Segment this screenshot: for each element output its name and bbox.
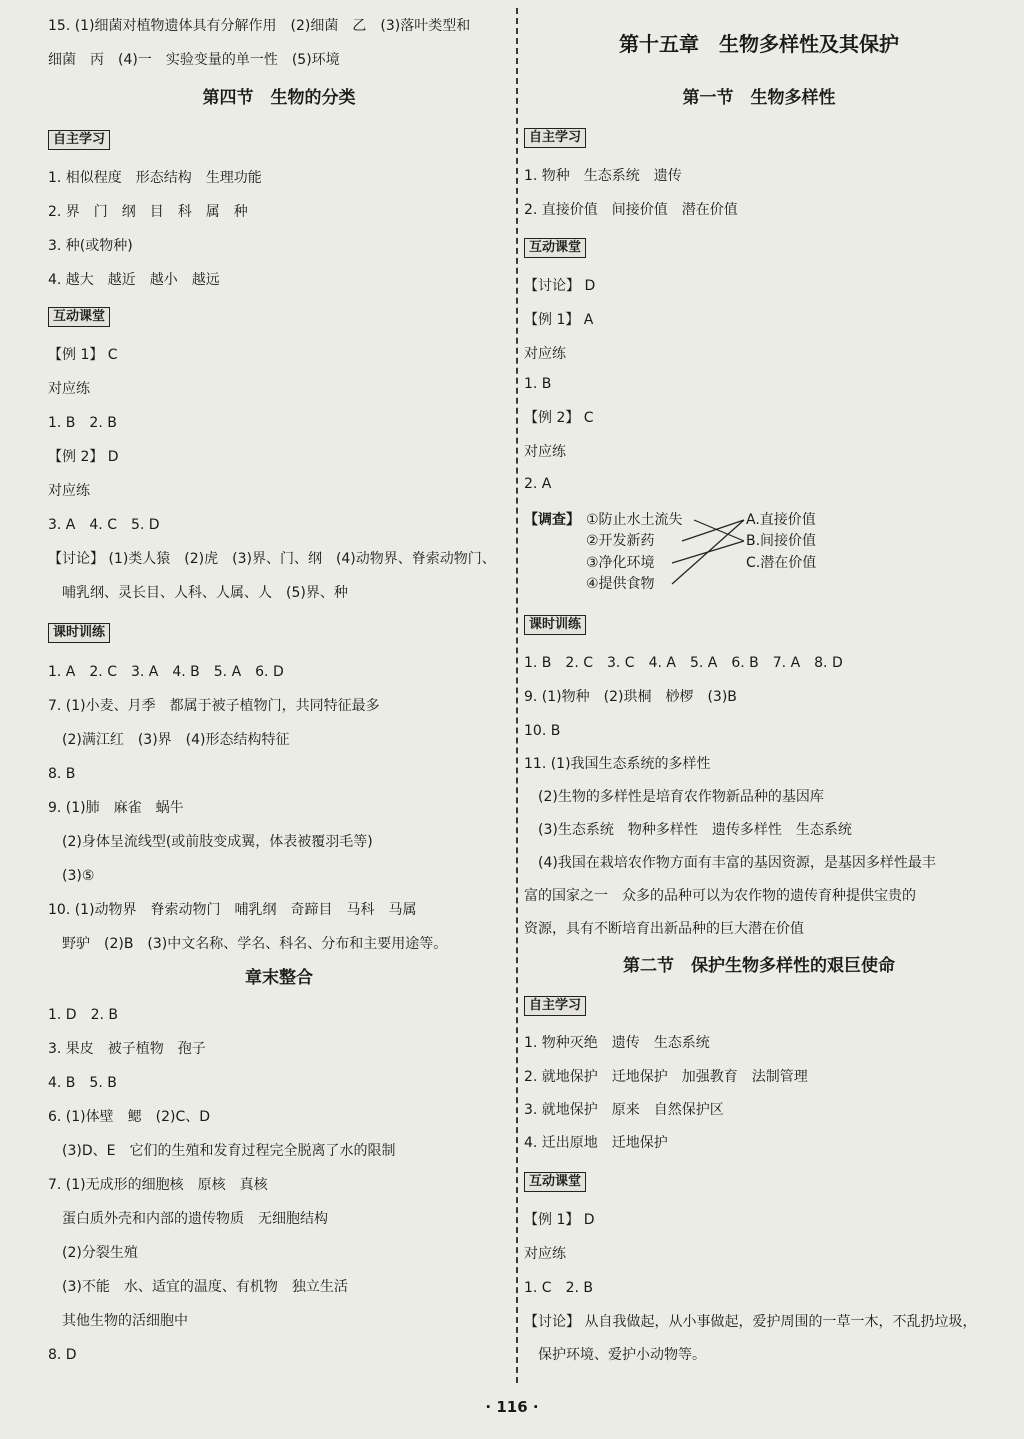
zizhu-label: 自主学习 bbox=[48, 130, 110, 150]
answer-line: 资源，具有不断培育出新品种的巨大潜在价值 bbox=[524, 921, 804, 937]
discussion-line-2: 保护环境、爱护小动物等。 bbox=[538, 1347, 706, 1363]
match-line bbox=[672, 520, 744, 584]
example-line: 【例 2】 C bbox=[524, 410, 594, 426]
answer-line: 蛋白质外壳和内部的遗传物质 无细胞结构 bbox=[62, 1211, 328, 1227]
answer-line: 1. D 2. B bbox=[48, 1007, 118, 1023]
answer-line: (2)生物的多样性是培育农作物新品种的基因库 bbox=[538, 789, 824, 805]
answer-line: 3. 就地保护 原来 自然保护区 bbox=[524, 1102, 724, 1118]
answer-line: (3)不能 水、适宜的温度、有机物 独立生活 bbox=[62, 1279, 348, 1295]
hudong-label: 互动课堂 bbox=[524, 238, 586, 258]
answer-line: 其他生物的活细胞中 bbox=[62, 1313, 188, 1329]
column-divider bbox=[516, 8, 518, 1383]
answer-line: 8. B bbox=[48, 766, 76, 782]
answer-line: 2. 界 门 纲 目 科 属 种 bbox=[48, 204, 248, 220]
discussion-line-1: 【讨论】 (1)类人猿 (2)虎 (3)界、门、纲 (4)动物界、脊索动物门、 bbox=[48, 551, 496, 567]
answer-line: 10. B bbox=[524, 723, 561, 739]
keshi-label: 课时训练 bbox=[524, 615, 586, 635]
survey-left-item: ①防止水土流失 bbox=[586, 512, 683, 528]
answer-line: 11. (1)我国生态系统的多样性 bbox=[524, 756, 711, 772]
answer-line: 7. (1)小麦、月季 都属于被子植物门，共同特征最多 bbox=[48, 698, 380, 714]
example-line: 【例 1】 C bbox=[48, 347, 118, 363]
practice-label: 对应练 bbox=[48, 381, 90, 397]
answer-line: 3. A 4. C 5. D bbox=[48, 517, 160, 533]
survey-right-item: B.间接价值 bbox=[746, 533, 817, 549]
survey-matching bbox=[524, 508, 864, 596]
matching-lines bbox=[524, 508, 864, 596]
survey-label: 【调查】 bbox=[524, 512, 580, 528]
answer-line: 1. B 2. C 3. C 4. A 5. A 6. B 7. A 8. D bbox=[524, 655, 843, 671]
practice-label: 对应练 bbox=[524, 444, 566, 460]
page-number: · 116 · bbox=[485, 1398, 539, 1416]
chapter-summary-title: 章末整合 bbox=[245, 968, 313, 988]
chapter-title: 第十五章 生物多样性及其保护 bbox=[619, 32, 899, 56]
answer-line: 4. B 5. B bbox=[48, 1075, 117, 1091]
survey-left-item: ③净化环境 bbox=[586, 555, 655, 571]
discussion-line-2: 哺乳纲、灵长目、人科、人属、人 (5)界、种 bbox=[62, 585, 348, 601]
answer-line: (2)身体呈流线型(或前肢变成翼，体表被覆羽毛等) bbox=[62, 834, 373, 850]
answer-line: 富的国家之一 众多的品种可以为农作物的遗传育种提供宝贵的 bbox=[524, 888, 916, 904]
survey-right-item: A.直接价值 bbox=[746, 512, 816, 528]
answer-line: (3)生态系统 物种多样性 遗传多样性 生态系统 bbox=[538, 822, 852, 838]
discussion-line-1: 【讨论】 从自我做起，从小事做起，爱护周围的一草一木，不乱扔垃圾， bbox=[524, 1314, 977, 1330]
answer-line: 7. (1)无成形的细胞核 原核 真核 bbox=[48, 1177, 268, 1193]
hudong-label: 互动课堂 bbox=[524, 1172, 586, 1192]
practice-label: 对应练 bbox=[524, 1246, 566, 1262]
section-title: 第一节 生物多样性 bbox=[682, 88, 836, 108]
answer-line: 野驴 (2)B (3)中文名称、学名、科名、分布和主要用途等。 bbox=[62, 936, 448, 952]
discussion-line: 【讨论】 D bbox=[524, 278, 596, 294]
answer-line: 6. (1)体壁 鳃 (2)C、D bbox=[48, 1109, 211, 1125]
section-title: 第四节 生物的分类 bbox=[202, 88, 356, 108]
answer-line: 8. D bbox=[48, 1347, 77, 1363]
answer-line: 1. 相似程度 形态结构 生理功能 bbox=[48, 170, 262, 186]
hudong-label: 互动课堂 bbox=[48, 307, 110, 327]
answer-line: (4)我国在栽培农作物方面有丰富的基因资源，是基因多样性最丰 bbox=[538, 855, 936, 871]
survey-left-item: ②开发新药 bbox=[586, 533, 655, 549]
q15-line-1: 15. (1)细菌对植物遗体具有分解作用 (2)细菌 乙 (3)落叶类型和 bbox=[48, 18, 471, 34]
answer-line: 2. 就地保护 迁地保护 加强教育 法制管理 bbox=[524, 1069, 808, 1085]
answer-line: 4. 迁出原地 迁地保护 bbox=[524, 1135, 668, 1151]
answer-line: 1. B 2. B bbox=[48, 415, 117, 431]
answer-line: 9. (1)物种 (2)珙桐 桫椤 (3)B bbox=[524, 689, 737, 705]
example-line: 【例 1】 A bbox=[524, 312, 594, 328]
answer-line: 2. A bbox=[524, 476, 552, 492]
answer-line: 9. (1)肺 麻雀 蜗牛 bbox=[48, 800, 184, 816]
match-line bbox=[682, 520, 744, 541]
answer-line: 1. A 2. C 3. A 4. B 5. A 6. D bbox=[48, 664, 284, 680]
answer-line: (2)满江红 (3)界 (4)形态结构特征 bbox=[62, 732, 290, 748]
answer-line: 2. 直接价值 间接价值 潜在价值 bbox=[524, 202, 738, 218]
practice-label: 对应练 bbox=[48, 483, 90, 499]
example-line: 【例 1】 D bbox=[524, 1212, 595, 1228]
answer-line: 3. 种(或物种) bbox=[48, 238, 133, 254]
q15-line-2: 细菌 丙 (4)一 实验变量的单一性 (5)环境 bbox=[48, 52, 340, 68]
survey-right-item: C.潜在价值 bbox=[746, 555, 817, 571]
answer-line: 1. C 2. B bbox=[524, 1280, 593, 1296]
answer-line: (3)D、E 它们的生殖和发育过程完全脱离了水的限制 bbox=[62, 1143, 396, 1159]
answer-line: (2)分裂生殖 bbox=[62, 1245, 138, 1261]
answer-line: 4. 越大 越近 越小 越远 bbox=[48, 272, 220, 288]
answer-line: 10. (1)动物界 脊索动物门 哺乳纲 奇蹄目 马科 马属 bbox=[48, 902, 417, 918]
section-title: 第二节 保护生物多样性的艰巨使命 bbox=[623, 956, 895, 976]
answer-line: 1. B bbox=[524, 376, 552, 392]
answer-line: (3)⑤ bbox=[62, 868, 95, 884]
example-line: 【例 2】 D bbox=[48, 449, 119, 465]
zizhu-label: 自主学习 bbox=[524, 128, 586, 148]
zizhu-label: 自主学习 bbox=[524, 996, 586, 1016]
survey-left-item: ④提供食物 bbox=[586, 576, 655, 592]
answer-line: 1. 物种灭绝 遗传 生态系统 bbox=[524, 1035, 710, 1051]
keshi-label: 课时训练 bbox=[48, 623, 110, 643]
practice-label: 对应练 bbox=[524, 346, 566, 362]
answer-line: 1. 物种 生态系统 遗传 bbox=[524, 168, 682, 184]
answer-line: 3. 果皮 被子植物 孢子 bbox=[48, 1041, 206, 1057]
